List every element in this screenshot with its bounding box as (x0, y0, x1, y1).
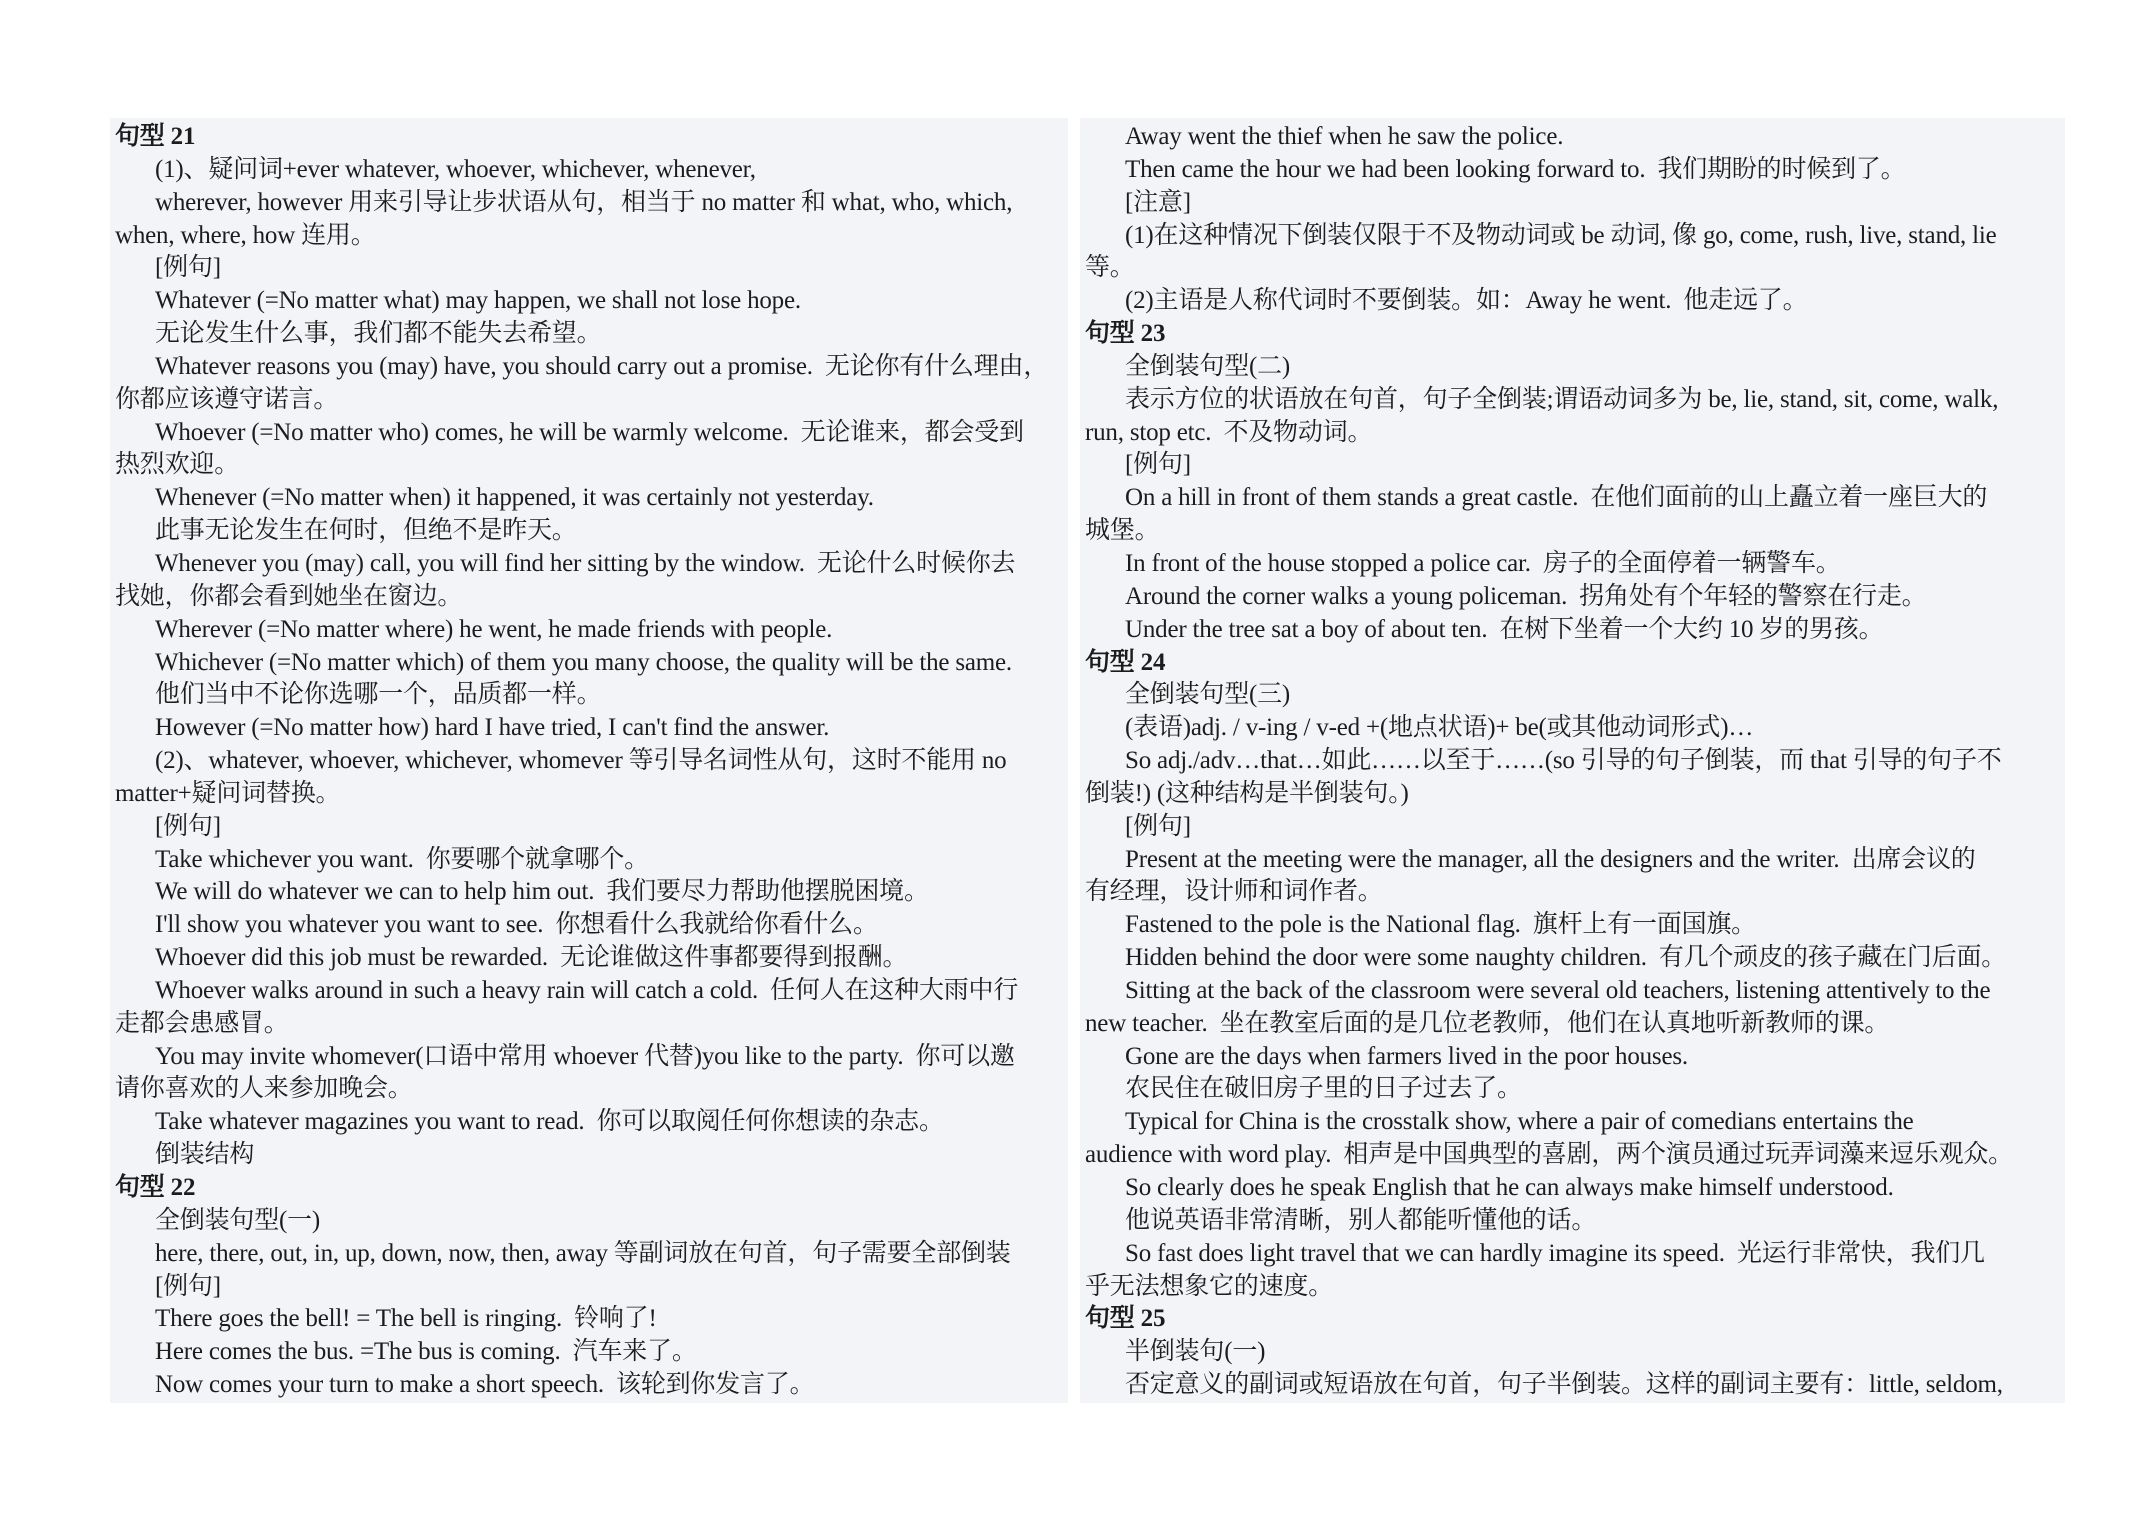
text-line: 全倒装句型(二) (1125, 352, 1291, 380)
text-line: Gone are the days when farmers lived in the poor houses. (1125, 1042, 1688, 1070)
text-line: 找她，你都会看到她坐在窗边。 (115, 582, 463, 610)
text-line: 走都会患感冒。 (115, 1009, 289, 1037)
text-line: Whatever (=No matter what) may happen, we shall not lose hope. (155, 287, 801, 315)
text-line: Sitting at the back of the classroom were several old teachers, listening attentively to the (1125, 976, 1991, 1004)
text-line: You may invite whomever(口语中常用 whoever 代替)you like to the party. 你可以邀 (155, 1042, 1015, 1070)
text-line: new teacher. 坐在教室后面的是几位老教师，他们在认真地听新教师的课。 (1085, 1009, 1890, 1037)
text-column-right (1080, 118, 2065, 1403)
text-line: Hidden behind the door were some naughty children. 有几个顽皮的孩子藏在门后面。 (1125, 944, 2007, 972)
text-line: So fast does light travel that we can hardly imagine its speed. 光运行非常快，我们几 (1125, 1239, 1985, 1267)
text-line: Wherever (=No matter where) he went, he made friends with people. (155, 615, 833, 643)
text-line: 否定意义的副词或短语放在句首，句子半倒装。这样的副词主要有：little, seldom, (1125, 1371, 2003, 1399)
text-line: matter+疑问词替换。 (115, 779, 341, 807)
text-column-left (110, 118, 1068, 1403)
section-heading: 句型 23 (1085, 320, 1166, 348)
text-line: Typical for China is the crosstalk show, where a pair of comedians entertains the (1125, 1108, 1914, 1136)
text-line: 农民住在破旧房子里的日子过去了。 (1125, 1075, 1522, 1103)
text-line: Fastened to the pole is the National flag. 旗杆上有一面国旗。 (1125, 911, 1756, 939)
text-line: Whoever did this job must be rewarded. 无论谁做这件事都要得到报酬。 (155, 944, 908, 972)
text-line: 等。 (1085, 254, 1135, 282)
text-line: Present at the meeting were the manager, all the designers and the writer. 出席会议的 (1125, 845, 1976, 873)
text-line: wherever, however 用来引导让步状语从句，相当于 no matter 和 what, who, which, (155, 188, 1013, 216)
text-line: Around the corner walks a young policeman. 拐角处有个年轻的警察在行走。 (1125, 582, 1927, 610)
text-line: [例句] (155, 812, 221, 840)
text-line: 乎无法想象它的速度。 (1085, 1272, 1334, 1300)
text-line: 请你喜欢的人来参加晚会。 (115, 1075, 413, 1103)
text-line: 半倒装句(一) (1125, 1338, 1266, 1366)
text-line: (2)、whatever, whoever, whichever, whomever 等引导名词性从句，这时不能用 no (155, 747, 1007, 775)
text-line: Take whichever you want. 你要哪个就拿哪个。 (155, 845, 649, 873)
text-line: 倒装结构 (155, 1141, 255, 1169)
text-line: [例句] (155, 254, 221, 282)
text-line: 他说英语非常清晰，别人都能听懂他的话。 (1125, 1206, 1597, 1234)
text-line: (表语)adj. / v-ing / v-ed +(地点状语)+ be(或其他动词形式)… (1125, 714, 1754, 742)
section-heading: 句型 21 (115, 123, 196, 150)
text-line: 你都应该遵守诺言。 (115, 385, 339, 413)
text-line: (2)主语是人称代词时不要倒装。如：Away he went. 他走远了。 (1125, 287, 1808, 315)
text-line: So adj./adv…that…如此……以至于……(so 引导的句子倒装，而 that 引导的句子不 (1125, 747, 2002, 775)
text-line: Then came the hour we had been looking forward to. 我们期盼的时候到了。 (1125, 155, 1906, 183)
text-line: I'll show you whatever you want to see. 你想看什么我就给你看什么。 (155, 911, 878, 939)
text-line: 全倒装句型(一) (155, 1206, 321, 1234)
text-line: (1)、疑问词+ever whatever, whoever, whichever, whenever, (155, 155, 756, 183)
text-line: Whichever (=No matter which) of them you many choose, the quality will be the same. (155, 648, 1012, 676)
text-line: 城堡。 (1085, 517, 1160, 545)
text-line: Whenever you (may) call, you will find her sitting by the window. 无论什么时候你去 (155, 549, 1016, 577)
text-line: [例句] (155, 1272, 221, 1300)
text-line: Away went the thief when he saw the police. (1125, 123, 1564, 150)
text-line: Now comes your turn to make a short speech. 该轮到你发言了。 (155, 1371, 815, 1399)
text-line: Whatever reasons you (may) have, you should carry out a promise. 无论你有什么理由， (155, 352, 1049, 380)
text-line: On a hill in front of them stands a great castle. 在他们面前的山上矗立着一座巨大的 (1125, 484, 1988, 512)
text-line: So clearly does he speak English that he can always make himself understood. (1125, 1174, 1894, 1201)
text-line: 表示方位的状语放在句首，句子全倒装;谓语动词多为 be, lie, stand, sit, come, walk, (1125, 385, 1999, 413)
text-line: However (=No matter how) hard I have tried, I can't find the answer. (155, 714, 830, 742)
text-line: We will do whatever we can to help him out. 我们要尽力帮助他摆脱困境。 (155, 878, 929, 906)
section-heading: 句型 25 (1085, 1305, 1166, 1333)
text-line: There goes the bell! = The bell is ringing. 铃响了! (155, 1305, 657, 1333)
text-line: when, where, how 连用。 (115, 221, 376, 249)
text-line: [例句] (1125, 451, 1191, 479)
text-line: 有经理，设计师和词作者。 (1085, 878, 1383, 906)
text-line: [注意] (1125, 188, 1191, 216)
text-line: Whoever (=No matter who) comes, he will be warmly welcome. 无论谁来，都会受到 (155, 418, 1024, 446)
text-line: Whoever walks around in such a heavy rain will catch a cold. 任何人在这种大雨中行 (155, 976, 1019, 1004)
text-line: (1)在这种情况下倒装仅限于不及物动词或 be 动词, 像 go, come, rush, live, stand, lie (1125, 221, 1997, 249)
text-line: 此事无论发生在何时，但绝不是昨天。 (155, 517, 577, 545)
text-line: run, stop etc. 不及物动词。 (1085, 418, 1373, 446)
text-line: 热烈欢迎。 (115, 451, 240, 479)
text-line: here, there, out, in, up, down, now, then, away 等副词放在句首，句子需要全部倒装 (155, 1239, 1011, 1267)
text-line: Take whatever magazines you want to read. 你可以取阅任何你想读的杂志。 (155, 1108, 944, 1136)
text-line: Under the tree sat a boy of about ten. 在树下坐着一个大约 10 岁的男孩。 (1125, 615, 1884, 643)
text-line: 倒装!) (这种结构是半倒装句。) (1085, 779, 1409, 807)
text-line: 全倒装句型(三) (1125, 681, 1291, 709)
section-heading: 句型 24 (1085, 648, 1166, 676)
text-line: [例句] (1125, 812, 1191, 840)
text-line: Here comes the bus. =The bus is coming. 汽车来了。 (155, 1338, 697, 1366)
text-line: In front of the house stopped a police car. 房子的全面停着一辆警车。 (1125, 549, 1841, 577)
text-line: 无论发生什么事，我们都不能失去希望。 (155, 320, 602, 348)
text-line: 他们当中不论你选哪一个，品质都一样。 (155, 681, 602, 709)
text-line: audience with word play. 相声是中国典型的喜剧，两个演员通过玩弄词藻来逗乐观众。 (1085, 1141, 2013, 1169)
section-heading: 句型 22 (115, 1174, 196, 1201)
text-line: Whenever (=No matter when) it happened, it was certainly not yesterday. (155, 484, 874, 512)
